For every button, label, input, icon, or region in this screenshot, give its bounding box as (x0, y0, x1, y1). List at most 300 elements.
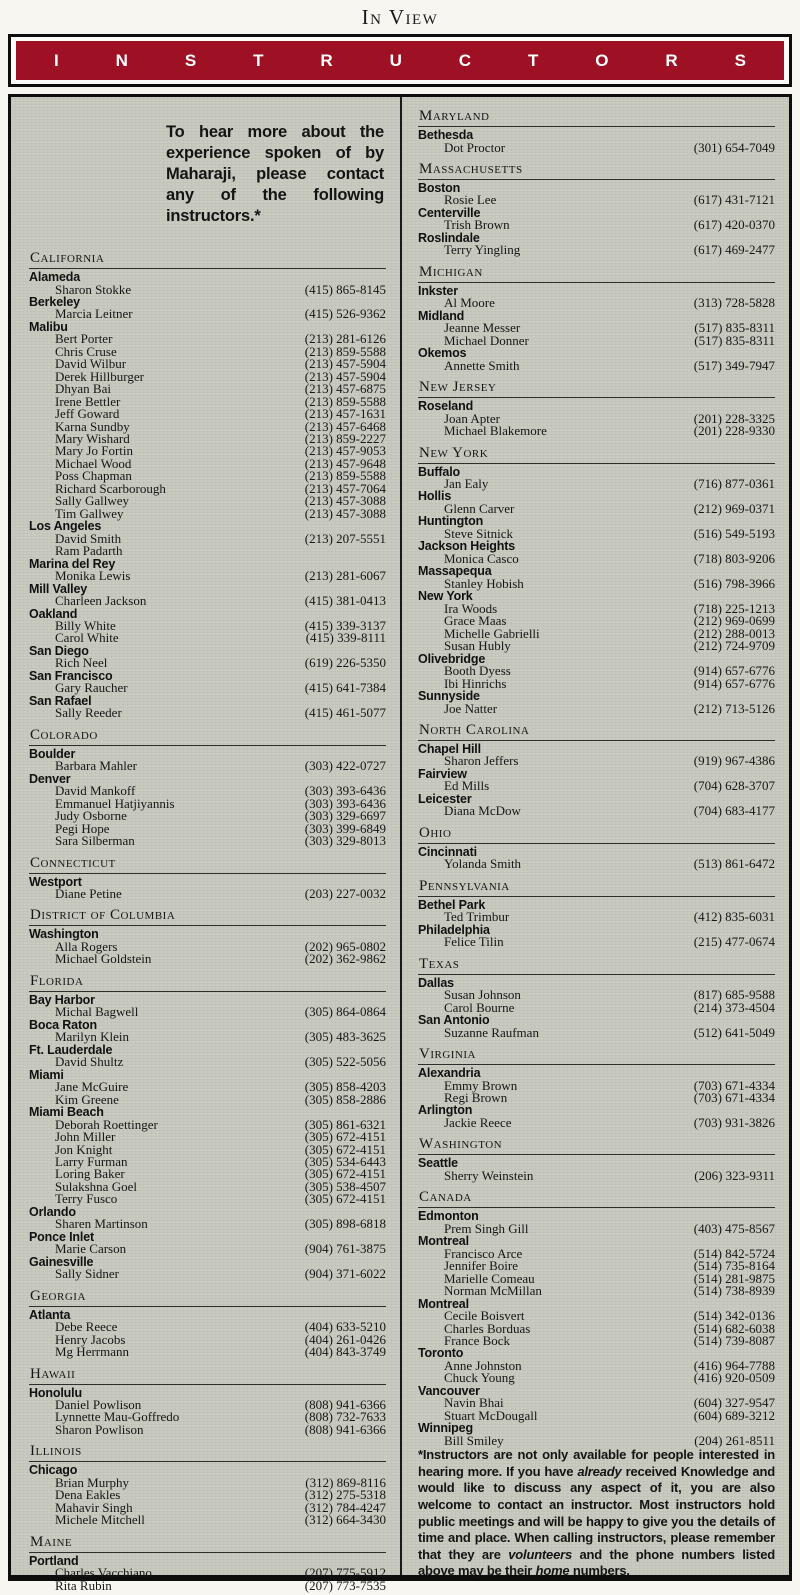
footnote (418, 1447, 775, 1584)
instructor-row (418, 1167, 775, 1183)
instructor-phone: (415) 381-0413 (304, 593, 386, 609)
instructor-phone: (604) 689-3212 (693, 1407, 775, 1423)
left-sections (29, 249, 386, 1592)
instructor-name: Chuck Young (444, 1370, 515, 1386)
city-header: Massapequa (418, 564, 492, 579)
instructor-row (29, 1514, 386, 1526)
instructor-row (418, 755, 775, 767)
city-header: Leicester (418, 791, 472, 806)
banner-letter: S (734, 50, 746, 70)
instructors-panel (8, 94, 792, 1593)
instructor-phone: (303) 399-6849 (304, 820, 386, 836)
city-header: Orlando (29, 1204, 76, 1219)
instructor-name: Monika Lewis (55, 568, 131, 584)
city-header: Buffalo (418, 464, 460, 479)
state-section (418, 722, 775, 818)
page-kicker: In View (361, 5, 439, 29)
instructor-name: Charleen Jackson (55, 593, 147, 609)
instructor-phone: (513) 861-6472 (693, 856, 775, 872)
city-header: Edmonton (418, 1209, 479, 1224)
city-header: Okemos (418, 346, 467, 361)
instructor-name: Karna Sundby (55, 418, 130, 434)
instructor-phone: (617) 431-7121 (693, 192, 775, 208)
instructor-name: Mary Jo Fortin (55, 443, 133, 459)
state-header: Maine (29, 1534, 386, 1553)
instructor-phone: (213) 457-3088 (304, 493, 386, 509)
state-section (418, 1136, 775, 1182)
city-header: Inkster (418, 283, 458, 298)
instructor-row (29, 1243, 386, 1255)
city-header: Sunnyside (418, 689, 480, 704)
instructor-name: Diane Petine (55, 886, 122, 901)
instructor-name: John Miller (55, 1129, 116, 1145)
instructor-phone: (703) 671-4334 (693, 1090, 775, 1105)
city-header: San Antonio (418, 1013, 490, 1028)
instructor-phone: (213) 457-7064 (304, 480, 386, 496)
instructor-phone: (212) 969-0371 (693, 500, 775, 516)
state-header: Pennsylvania (418, 878, 775, 897)
instructor-name: Susan Hubly (444, 638, 511, 654)
instructor-phone: (703) 931-3826 (693, 1114, 775, 1130)
instructor-name: Marie Carson (55, 1241, 127, 1257)
instructor-name: Barbara Mahler (55, 758, 137, 774)
footnote-segment: already (577, 1463, 622, 1479)
instructor-name: Larry Furman (55, 1153, 128, 1169)
state-section (29, 1534, 386, 1592)
instructor-phone: (204) 261-8511 (694, 1432, 775, 1448)
instructor-name: Jane McGuire (55, 1079, 129, 1095)
city-header: Midland (418, 308, 465, 323)
instructor-phone: (716) 877-0361 (693, 476, 775, 492)
instructor-name: Sally Gallwey (55, 493, 130, 509)
instructor-phone: (904) 371-6022 (304, 1266, 386, 1282)
instructor-name: Michelle Gabrielli (444, 625, 540, 641)
instructor-name: Chris Cruse (55, 343, 117, 359)
instructor-phone: (313) 728-5828 (693, 295, 775, 311)
instructor-row (418, 858, 775, 870)
instructor-phone: (914) 657-6776 (693, 675, 775, 691)
instructor-phone: (415) 339-8111 (305, 630, 386, 646)
instructor-name: Rita Rubin (55, 1577, 112, 1593)
city-header: Seattle (418, 1156, 458, 1171)
instructor-name: Charles Borduas (444, 1320, 531, 1336)
instructor-row (418, 1285, 775, 1297)
city-header: Toronto (418, 1346, 464, 1361)
instructor-name: Rosie Lee (444, 192, 497, 208)
state-section (418, 878, 775, 949)
instructor-phone: (213) 207-5551 (304, 530, 386, 546)
instructor-phone: (403) 475-8567 (693, 1220, 775, 1236)
instructor-name: David Smith (55, 530, 122, 546)
instructor-name: Ed Mills (444, 778, 490, 794)
banner-letter: T (253, 50, 264, 70)
city-header: Centerville (418, 205, 481, 220)
instructor-phone: (517) 349-7947 (693, 357, 775, 373)
instructor-phone: (305) 898-6818 (304, 1216, 386, 1232)
city-header: Ponce Inlet (29, 1229, 95, 1244)
instructor-phone: (303) 329-8013 (304, 833, 386, 849)
instructor-phone: (305) 534-6443 (304, 1153, 386, 1169)
banner-title (16, 51, 784, 71)
instructor-phone: (808) 941-6366 (304, 1421, 386, 1437)
city-header: Fairview (418, 766, 467, 781)
instructor-phone: (202) 965-0802 (304, 938, 386, 954)
instructor-row (418, 1432, 775, 1448)
city-header: New York (418, 589, 473, 604)
instructor-phone: (213) 457-1631 (304, 406, 386, 422)
instructor-phone: (305) 672-4151 (304, 1191, 386, 1207)
state-header: Canada (418, 1189, 775, 1208)
instructor-phone: (207) 775-5912 (304, 1565, 386, 1581)
city-header: Philadelphia (418, 922, 490, 937)
instructor-phone: (312) 784-4247 (304, 1499, 386, 1515)
state-header: Georgia (29, 1288, 386, 1307)
state-section (418, 161, 775, 257)
instructor-phone: (202) 362-9862 (304, 951, 386, 967)
instructor-name: Ibi Hinrichs (444, 675, 507, 691)
state-section (418, 445, 775, 715)
instructor-row (418, 297, 775, 309)
instructor-row (29, 1346, 386, 1358)
city-header: Honolulu (29, 1385, 82, 1400)
instructor-row (418, 1114, 775, 1130)
instructor-row (418, 1220, 775, 1236)
city-header: Berkeley (29, 294, 80, 309)
city-header: Mill Valley (29, 581, 88, 596)
city-header: Montreal (418, 1234, 469, 1249)
instructor-name: Loring Baker (55, 1166, 125, 1182)
instructor-name: Charles Vacchiano (55, 1565, 152, 1581)
banner-letter: R (665, 50, 678, 70)
instructor-row (29, 953, 386, 965)
city-header: Malibu (29, 319, 68, 334)
city-header: Boston (418, 180, 461, 195)
footnote-segment: volunteers (508, 1546, 573, 1562)
city-header: San Francisco (29, 668, 113, 683)
column-right (400, 97, 789, 1579)
instructor-name: Marcia Leitner (55, 306, 133, 322)
instructor-phone: (617) 469-2477 (693, 242, 775, 258)
instructor-phone: (514) 739-8087 (693, 1333, 775, 1349)
city-header: Chicago (29, 1463, 78, 1478)
city-header: Chapel Hill (418, 741, 481, 756)
instructor-phone: (416) 964-7788 (693, 1357, 775, 1373)
instructor-phone: (415) 526-9362 (304, 306, 386, 322)
instructor-name: David Wilbur (55, 356, 127, 372)
instructor-name: Carol White (55, 630, 119, 646)
instructor-name: Mahavir Singh (55, 1499, 133, 1515)
instructor-name: Sulakshna Goel (55, 1178, 137, 1194)
instructor-name: Irene Bettler (55, 393, 121, 409)
state-section (29, 973, 386, 1281)
instructor-row (29, 595, 386, 607)
instructor-name: Jennifer Boire (444, 1258, 519, 1274)
state-header: Colorado (29, 727, 386, 746)
instructor-phone: (213) 457-5904 (304, 356, 386, 372)
instructor-name: Norman McMillan (444, 1283, 542, 1299)
instructor-name: Diana McDow (444, 803, 521, 819)
instructor-name: Glenn Carver (444, 500, 515, 516)
instructor-phone: (514) 735-8164 (693, 1258, 775, 1274)
instructor-phone: (404) 261-0426 (304, 1331, 386, 1347)
instructor-name: Michael Donner (444, 332, 529, 348)
instructor-name: Prem Singh Gill (444, 1220, 529, 1236)
banner-letter: S (184, 50, 197, 70)
instructor-phone: (703) 671-4334 (693, 1077, 775, 1093)
instructor-phone: (213) 859-5588 (304, 343, 386, 359)
instructor-name: Sherry Weinstein (444, 1167, 534, 1183)
banner-red-bar (16, 41, 784, 80)
instructor-name: Booth Dyess (444, 663, 511, 679)
instructor-phone: (817) 685-9588 (693, 987, 775, 1003)
instructor-name: Sharon Powlison (55, 1421, 144, 1437)
city-header: Vancouver (418, 1383, 480, 1398)
instructor-name: Stanley Hobish (444, 575, 524, 591)
instructor-phone: (514) 682-6038 (693, 1320, 775, 1336)
instructor-phone: (718) 803-9206 (693, 550, 775, 566)
instructor-name: Daniel Powlison (55, 1397, 142, 1413)
instructor-phone: (303) 393-6436 (304, 795, 386, 811)
instructor-phone: (514) 281-9875 (693, 1270, 775, 1286)
instructor-row (29, 545, 386, 557)
instructor-phone: (914) 657-6776 (693, 663, 775, 679)
city-header: Hollis (418, 489, 452, 504)
instructor-row (29, 281, 386, 297)
instructor-phone: (213) 457-9648 (304, 455, 386, 471)
instructor-name: Jeff Goward (55, 406, 120, 422)
instructor-name: Derek Hillburger (55, 368, 144, 384)
instructor-name: Dot Proctor (444, 139, 506, 155)
instructor-name: Carol Bourne (444, 999, 515, 1015)
instructor-row (29, 1268, 386, 1280)
state-header: Florida (29, 973, 386, 992)
instructor-phone: (808) 732-7633 (304, 1409, 386, 1425)
instructor-row (29, 308, 386, 320)
instructor-phone: (213) 859-5588 (304, 468, 386, 484)
instructor-phone: (212) 969-0699 (693, 613, 775, 629)
right-sections (418, 107, 775, 1447)
banner-letter: U (389, 50, 402, 70)
banner-letter: R (320, 50, 333, 70)
instructor-name: Ram Padarth (55, 543, 123, 559)
instructor-name: Susan Johnson (444, 987, 521, 1003)
instructor-phone: (919) 967-4386 (693, 753, 775, 769)
instructor-name: Emmanuel Hatjiyannis (55, 795, 175, 811)
state-header: North Carolina (418, 722, 775, 741)
footnote-segment: and the phone numbers listed above may be their (418, 1546, 775, 1579)
instructor-name: Alla Rogers (55, 938, 118, 954)
footnote-segment: numbers. (569, 1563, 630, 1579)
instructor-name: Cecile Boisvert (444, 1308, 525, 1324)
state-section (29, 907, 386, 965)
instructor-name: Dhyan Bai (55, 381, 111, 397)
city-header: Bay Harbor (29, 992, 95, 1007)
city-header: Marina del Rey (29, 556, 116, 571)
instructor-phone: (213) 457-6468 (304, 418, 386, 434)
instructor-phone: (416) 920-0509 (693, 1370, 775, 1386)
instructor-phone: (704) 628-3707 (693, 778, 775, 794)
city-header: Boca Raton (29, 1017, 97, 1032)
instructor-row (418, 219, 775, 231)
state-section (29, 250, 386, 720)
instructor-name: Poss Chapman (55, 468, 132, 484)
instructor-name: Sally Sidner (55, 1266, 119, 1282)
instructor-name: Sally Reeder (55, 705, 122, 721)
instructor-phone: (415) 461-5077 (304, 705, 386, 721)
state-header: Connecticut (29, 855, 386, 874)
instructor-row (29, 1421, 386, 1437)
instructor-name: Rich Neel (55, 655, 108, 671)
instructor-name: Francisco Arce (444, 1245, 523, 1261)
instructor-row (418, 780, 775, 792)
instructor-row (29, 707, 386, 719)
instructor-name: Steve Sitnick (444, 525, 513, 541)
instructor-name: Suzanne Raufman (444, 1024, 539, 1040)
city-header: Cincinnati (418, 844, 477, 859)
instructor-name: Trish Brown (444, 217, 510, 233)
state-header: District of Columbia (29, 907, 386, 926)
instructor-name: Emmy Brown (444, 1077, 518, 1093)
instructor-name: Bill Smiley (444, 1432, 504, 1448)
instructor-phone: (512) 641-5049 (693, 1024, 775, 1040)
instructor-row (418, 332, 775, 348)
instructor-phone: (718) 225-1213 (693, 600, 775, 616)
instructor-phone: (415) 641-7384 (304, 680, 386, 696)
instructor-row (29, 1031, 386, 1043)
instructor-phone: (213) 281-6067 (304, 568, 386, 584)
instructor-name: Ira Woods (444, 600, 498, 616)
instructor-name: Deborah Roettinger (55, 1116, 158, 1132)
state-header: Maryland (418, 108, 775, 127)
city-header: Bethel Park (418, 897, 486, 912)
instructor-name: Michael Goldstein (55, 951, 152, 967)
instructor-phone: (214) 373-4504 (693, 999, 775, 1015)
state-section (418, 264, 775, 372)
instructor-name: Annette Smith (444, 357, 520, 373)
instructor-phone: (415) 339-3137 (304, 618, 386, 634)
instructor-name: Sara Silberman (55, 833, 135, 849)
instructor-phone: (212) 713-5126 (693, 700, 775, 716)
instructor-name: Yolanda Smith (444, 856, 522, 872)
instructor-phone: (604) 327-9547 (693, 1395, 775, 1411)
instructor-name: Monica Casco (444, 550, 519, 566)
city-header: Los Angeles (29, 519, 102, 534)
instructor-name: Joan Apter (444, 410, 500, 426)
instructor-name: Jan Ealy (444, 476, 489, 492)
instructor-name: Joe Natter (444, 700, 498, 716)
instructor-name: Michael Wood (55, 455, 132, 471)
city-header: Boulder (29, 746, 76, 761)
instructor-phone: (704) 683-4177 (693, 803, 775, 819)
city-header: Bethesda (418, 128, 474, 142)
city-header: Olivebridge (418, 651, 486, 666)
instructor-name: Kim Greene (55, 1091, 119, 1107)
state-section (29, 855, 386, 901)
instructor-phone: (305) 672-4151 (304, 1129, 386, 1145)
city-header: Denver (29, 771, 71, 786)
instructor-phone: (213) 859-5588 (304, 393, 386, 409)
instructor-row (418, 1024, 775, 1040)
instructor-phone: (516) 549-5193 (693, 525, 775, 541)
instructor-phone: (312) 869-8116 (305, 1474, 386, 1490)
state-header: California (29, 250, 386, 269)
city-header: Gainesville (29, 1254, 94, 1269)
instructor-row (418, 244, 775, 256)
instructor-name: Terry Fusco (55, 1191, 118, 1207)
instructor-name: Navin Bhai (444, 1395, 504, 1411)
instructor-phone: (305) 672-4151 (304, 1166, 386, 1182)
state-section (418, 825, 775, 871)
instructor-row (418, 425, 775, 437)
instructor-name: Ted Trimbur (444, 909, 510, 925)
instructor-phone: (303) 329-6697 (304, 808, 386, 824)
instructor-name: Lynnette Mau-Goffredo (55, 1409, 180, 1425)
state-header: New Jersey (418, 379, 775, 398)
city-header: Alexandria (418, 1066, 481, 1081)
instructor-name: David Shultz (55, 1054, 124, 1070)
instructor-row (418, 1335, 775, 1347)
instructor-row (418, 640, 775, 652)
instructor-phone: (312) 664-3430 (304, 1512, 386, 1528)
city-header: Portland (29, 1553, 79, 1568)
instructor-row (418, 478, 775, 490)
instructor-name: Marielle Comeau (444, 1270, 535, 1286)
state-header: Virginia (418, 1046, 775, 1065)
instructor-phone: (904) 761-3875 (304, 1241, 386, 1257)
instructor-phone: (514) 842-5724 (693, 1245, 775, 1261)
state-section (29, 1366, 386, 1437)
instructor-name: Marilyn Klein (55, 1029, 130, 1045)
state-header: Washington (418, 1136, 775, 1155)
city-header: San Rafael (29, 693, 92, 708)
banner-letter: I (54, 50, 59, 70)
instructor-row (29, 657, 386, 669)
city-header: Dallas (418, 975, 454, 990)
city-header: Ft. Lauderdale (29, 1042, 113, 1057)
instructor-name: Michael Blakemore (444, 423, 547, 439)
instructor-phone: (619) 226-5350 (304, 655, 386, 671)
instructor-row (29, 1006, 386, 1018)
instructor-phone: (412) 835-6031 (693, 909, 775, 925)
intro-paragraph: To hear more about the experience spoken of by Maharaji, please contact any of the following instructors.* (166, 123, 384, 225)
instructor-phone: (617) 420-0370 (693, 217, 775, 233)
state-section (418, 108, 775, 154)
instructor-row (29, 1056, 386, 1068)
instructor-row (29, 570, 386, 582)
instructor-phone: (301) 654-7049 (693, 139, 775, 155)
instructor-name: Michal Bagwell (55, 1004, 139, 1020)
instructor-phone: (203) 227-0032 (304, 886, 386, 901)
banner-letter: N (115, 50, 128, 70)
instructor-row (418, 700, 775, 716)
instructor-name: Pegi Hope (55, 820, 110, 836)
instructor-name: Brian Murphy (55, 1474, 130, 1490)
instructor-name: Dena Eakles (55, 1487, 121, 1503)
instructor-phone: (305) 483-3625 (304, 1029, 386, 1045)
column-left (11, 97, 400, 1593)
instructor-row (29, 835, 386, 847)
instructor-row (29, 760, 386, 772)
state-header: Ohio (418, 825, 775, 844)
state-section (418, 1046, 775, 1129)
instructor-name: Jackie Reece (444, 1114, 512, 1130)
instructor-row (418, 139, 775, 155)
instructor-row (29, 682, 386, 694)
instructor-name: Mg Herrmann (55, 1344, 130, 1360)
city-header: Winnipeg (418, 1421, 473, 1436)
city-header: Miami Beach (29, 1105, 104, 1120)
instructor-phone: (305) 858-2886 (304, 1091, 386, 1107)
